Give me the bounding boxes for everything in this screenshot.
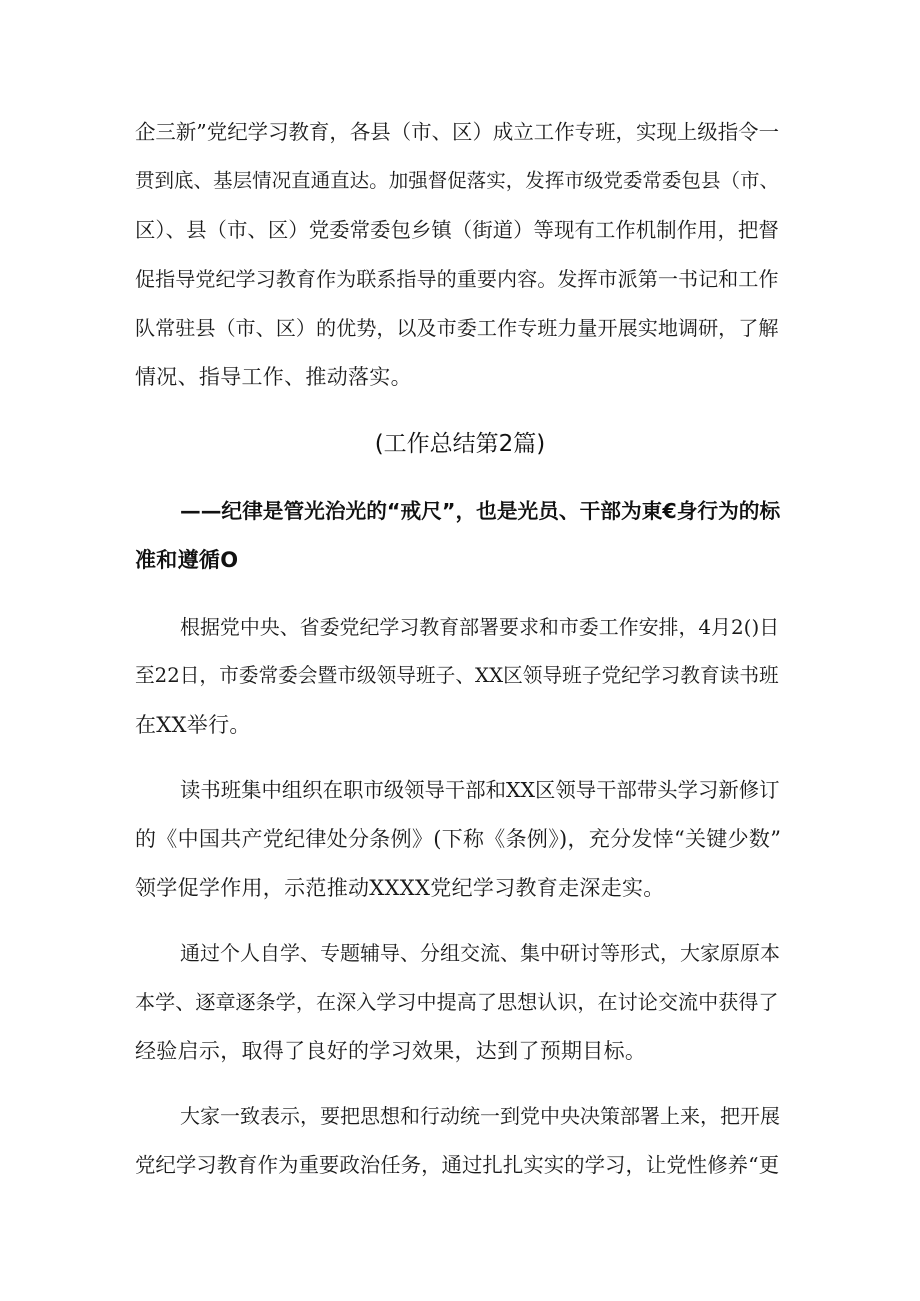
paragraph-2-line: 领学促学作用，示范推动XXXX党纪学习教育走深走实。 (135, 876, 665, 900)
intro-line: 企三新”党纪学习教育，各县（市、区）成立工作专班，实现上级指令一 (135, 120, 780, 144)
paragraph-1-line: 至22日，市委常委会暨市级领导班子、XX区领导班子党纪学习教育读书班 (135, 664, 779, 687)
paragraph-3-line: 本学、逐章逐条学，在深入学习中提高了思想认识，在讨论交流中获得了 (135, 990, 779, 1014)
intro-line: 队常驻县（市、区）的优势，以及市委工作专班力量开展实地调研，了解 (135, 316, 779, 340)
intro-line: 贯到底、基层情况直通直达。加强督促落实，发挥市级党委常委包县（市、 (135, 169, 780, 192)
intro-line: 情况、指导工作、推动落实。 (135, 365, 412, 389)
paragraph-3-line: 通过个人自学、专题辅导、分组交流、集中研讨等形式，大家原原本 (180, 941, 780, 965)
paragraph-1-line: 根据党中央、省委党纪学习教育部署要求和市委工作安排，4月2()日 (180, 615, 780, 639)
paragraph-3-line: 经验启示，取得了良好的学习效果，达到了预期目标。 (135, 1039, 647, 1063)
paragraph-2-line: 读书班集中组织在职市级领导干部和XX区领导干部带头学习新修订 (180, 778, 780, 802)
subtitle-line: ——纪律是管光治光的“戒尺”，也是光员、干部为東€身行为的标 (180, 499, 781, 523)
intro-line: 区）、县（市、区）党委常委包乡镇（街道）等现有工作机制作用，把督 (135, 218, 779, 242)
paragraph-1-line: 在XX举行。 (135, 713, 251, 737)
paragraph-4-line: 党纪学习教育作为重要政治任务，通过扎扎实实的学习，让党性修养“更 (135, 1153, 780, 1177)
section-title: (工作总结第2篇) (374, 431, 546, 457)
paragraph-4-line: 大家一致表示，要把思想和行动统一到党中央决策部署上来，把开展 (180, 1104, 780, 1128)
subtitle-line: 准和遵循O (135, 548, 239, 572)
intro-line: 促指导党纪学习教育作为联系指导的重要内容。发挥市派第一书记和工作 (135, 267, 779, 291)
paragraph-2-line: 的《中国共产党纪律处分条例》(下称《条例》)，充分发悻“关键少数” (135, 827, 782, 851)
